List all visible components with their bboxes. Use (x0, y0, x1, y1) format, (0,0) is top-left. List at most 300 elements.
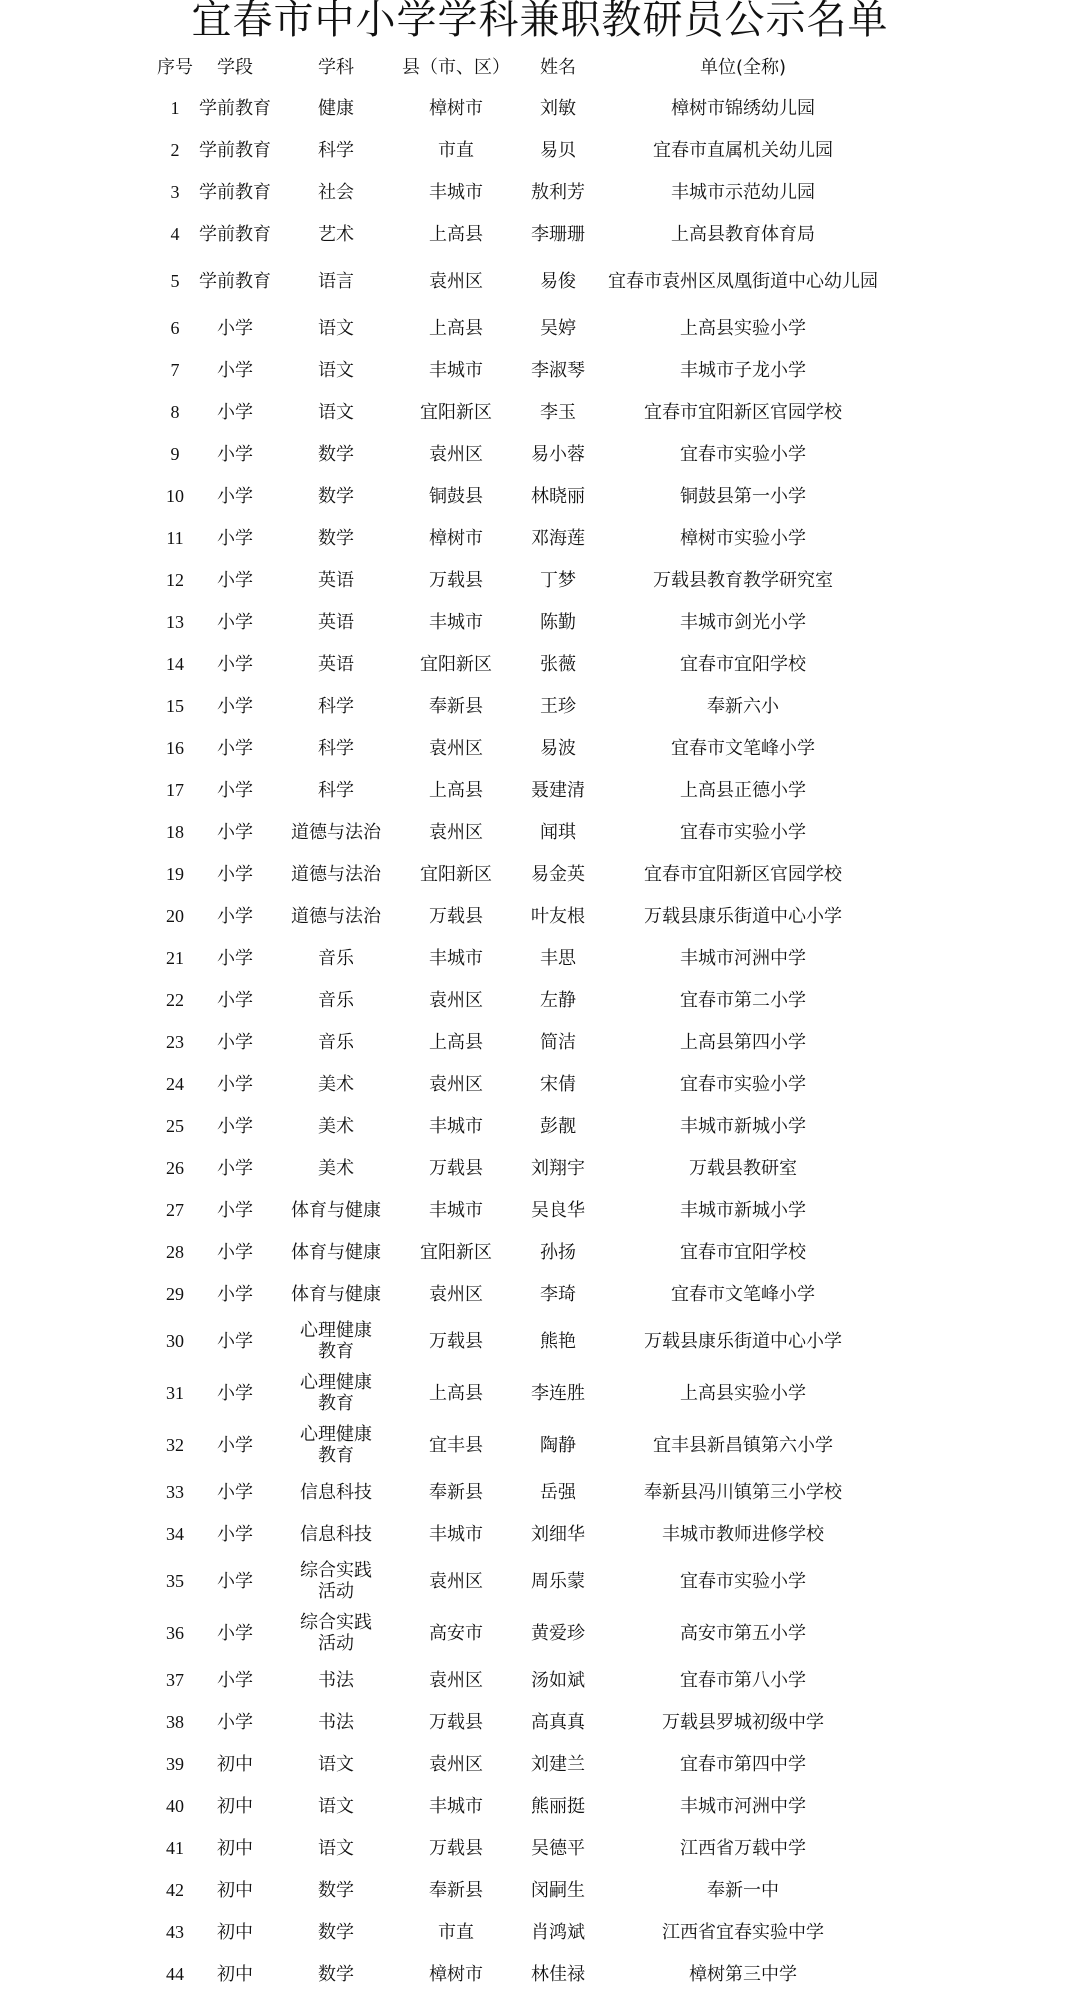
cell-subject: 体育与健康 (291, 1199, 381, 1221)
cell-county: 市直 (438, 1921, 474, 1943)
cell-name: 易金英 (531, 863, 585, 885)
cell-county: 铜鼓县 (429, 485, 483, 507)
cell-unit: 上高县教育体育局 (671, 223, 815, 245)
cell-subject: 美术 (318, 1157, 354, 1179)
cell-name: 左静 (540, 989, 576, 1011)
cell-no: 25 (166, 1115, 184, 1136)
table-row (155, 937, 885, 979)
table-row (155, 685, 885, 727)
table-row (155, 643, 885, 685)
cell-county: 万载县 (429, 1330, 483, 1352)
cell-subject: 社会 (318, 181, 354, 203)
cell-no: 3 (170, 181, 180, 202)
header-name: 姓名 (540, 56, 576, 78)
cell-stage: 小学 (217, 737, 253, 759)
cell-subject: 语文 (318, 317, 354, 339)
cell-unit: 上高县正德小学 (680, 779, 806, 801)
cell-county: 上高县 (429, 317, 483, 339)
table-row (155, 1911, 885, 1953)
cell-county: 宜阳新区 (420, 863, 492, 885)
table-row (155, 1367, 885, 1419)
table-row (155, 895, 885, 937)
cell-county: 奉新县 (429, 1879, 483, 1901)
cell-subject: 艺术 (318, 223, 354, 245)
cell-name: 林晓丽 (531, 485, 585, 507)
cell-subject: 信息科技 (300, 1523, 372, 1545)
cell-name: 易小蓉 (531, 443, 585, 465)
cell-no: 37 (166, 1669, 184, 1690)
cell-county: 万载县 (429, 1837, 483, 1859)
table-body (155, 87, 885, 1995)
cell-county: 樟树市 (429, 97, 483, 119)
cell-stage: 小学 (217, 317, 253, 339)
cell-stage: 学前教育 (199, 223, 271, 245)
cell-county: 丰城市 (429, 1523, 483, 1545)
cell-no: 16 (166, 737, 184, 758)
table-row (155, 1147, 885, 1189)
cell-unit: 江西省宜春实验中学 (662, 1921, 824, 1943)
cell-no: 34 (166, 1523, 184, 1544)
cell-name: 孙扬 (540, 1241, 576, 1263)
cell-unit: 宜春市实验小学 (680, 821, 806, 843)
cell-subject: 书法 (318, 1669, 354, 1691)
cell-unit: 宜春市文笔峰小学 (671, 737, 815, 759)
cell-subject: 语文 (318, 1837, 354, 1859)
cell-name: 宋倩 (540, 1073, 576, 1095)
cell-stage: 小学 (217, 1073, 253, 1095)
cell-subject: 数学 (318, 485, 354, 507)
table-row (155, 433, 885, 475)
cell-unit: 宜丰县新昌镇第六小学 (653, 1434, 833, 1456)
cell-stage: 小学 (217, 905, 253, 927)
cell-county: 宜阳新区 (420, 1241, 492, 1263)
cell-subject: 综合实践 活动 (300, 1612, 372, 1654)
cell-stage: 小学 (217, 401, 253, 423)
table-row (155, 213, 885, 255)
cell-stage: 小学 (217, 1669, 253, 1691)
cell-county: 宜丰县 (429, 1434, 483, 1456)
cell-county: 樟树市 (429, 1963, 483, 1985)
cell-county: 袁州区 (429, 821, 483, 843)
cell-name: 陈勤 (540, 611, 576, 633)
cell-county: 万载县 (429, 569, 483, 591)
cell-no: 10 (166, 485, 184, 506)
table-row (155, 1063, 885, 1105)
cell-subject: 书法 (318, 1711, 354, 1733)
cell-name: 高真真 (531, 1711, 585, 1733)
table-row (155, 1231, 885, 1273)
cell-no: 1 (170, 97, 180, 118)
table-row (155, 1869, 885, 1911)
cell-stage: 初中 (217, 1963, 253, 1985)
cell-name: 邓海莲 (531, 527, 585, 549)
cell-county: 丰城市 (429, 611, 483, 633)
cell-stage: 小学 (217, 485, 253, 507)
cell-name: 熊艳 (540, 1330, 576, 1352)
cell-no: 9 (170, 443, 180, 464)
cell-name: 易波 (540, 737, 576, 759)
cell-name: 李淑琴 (531, 359, 585, 381)
cell-stage: 学前教育 (199, 181, 271, 203)
cell-no: 15 (166, 695, 184, 716)
cell-county: 袁州区 (429, 1073, 483, 1095)
cell-unit: 奉新县冯川镇第三小学校 (644, 1481, 842, 1503)
cell-stage: 初中 (217, 1921, 253, 1943)
table-row (155, 1827, 885, 1869)
cell-name: 李玉 (540, 401, 576, 423)
cell-stage: 小学 (217, 1523, 253, 1545)
cell-no: 4 (170, 223, 180, 244)
cell-county: 高安市 (429, 1622, 483, 1644)
cell-subject: 科学 (318, 737, 354, 759)
cell-unit: 奉新一中 (707, 1879, 779, 1901)
cell-county: 丰城市 (429, 181, 483, 203)
cell-stage: 小学 (217, 1434, 253, 1456)
cell-no: 42 (166, 1879, 184, 1900)
cell-unit: 宜春市宜阳学校 (680, 653, 806, 675)
cell-unit: 樟树市锦绣幼儿园 (671, 97, 815, 119)
cell-unit: 宜春市文笔峰小学 (671, 1283, 815, 1305)
roster-table (155, 47, 885, 1995)
cell-unit: 万载县教研室 (689, 1157, 797, 1179)
cell-name: 彭靓 (540, 1115, 576, 1137)
cell-unit: 宜春市第八小学 (680, 1669, 806, 1691)
cell-no: 36 (166, 1622, 184, 1643)
cell-name: 岳强 (540, 1481, 576, 1503)
cell-stage: 初中 (217, 1879, 253, 1901)
cell-stage: 小学 (217, 443, 253, 465)
cell-name: 吴德平 (531, 1837, 585, 1859)
cell-no: 6 (170, 317, 180, 338)
cell-no: 35 (166, 1570, 184, 1591)
table-row (155, 1513, 885, 1555)
cell-no: 29 (166, 1283, 184, 1304)
cell-no: 31 (166, 1382, 184, 1403)
cell-no: 43 (166, 1921, 184, 1942)
cell-no: 5 (170, 270, 180, 291)
cell-unit: 宜春市宜阳新区官园学校 (644, 401, 842, 423)
cell-subject: 数学 (318, 443, 354, 465)
cell-no: 44 (166, 1963, 184, 1984)
cell-stage: 小学 (217, 611, 253, 633)
cell-subject: 体育与健康 (291, 1241, 381, 1263)
cell-unit: 宜春市宜阳新区官园学校 (644, 863, 842, 885)
cell-stage: 初中 (217, 1753, 253, 1775)
table-row (155, 255, 885, 307)
cell-subject: 英语 (318, 611, 354, 633)
cell-subject: 数学 (318, 527, 354, 549)
cell-stage: 小学 (217, 1283, 253, 1305)
cell-stage: 小学 (217, 1157, 253, 1179)
cell-unit: 宜春市实验小学 (680, 443, 806, 465)
cell-name: 简洁 (540, 1031, 576, 1053)
cell-no: 12 (166, 569, 184, 590)
cell-no: 30 (166, 1330, 184, 1351)
cell-county: 万载县 (429, 1711, 483, 1733)
table-row (155, 1607, 885, 1659)
cell-county: 上高县 (429, 1382, 483, 1404)
cell-county: 丰城市 (429, 359, 483, 381)
cell-county: 市直 (438, 139, 474, 161)
cell-stage: 小学 (217, 989, 253, 1011)
cell-no: 27 (166, 1199, 184, 1220)
cell-no: 18 (166, 821, 184, 842)
table-row (155, 307, 885, 349)
cell-subject: 美术 (318, 1115, 354, 1137)
cell-unit: 丰城市河洲中学 (680, 947, 806, 969)
cell-unit: 奉新六小 (707, 695, 779, 717)
cell-subject: 科学 (318, 695, 354, 717)
cell-name: 聂建清 (531, 779, 585, 801)
table-row (155, 1189, 885, 1231)
table-row (155, 391, 885, 433)
cell-subject: 健康 (318, 97, 354, 119)
cell-subject: 科学 (318, 139, 354, 161)
cell-subject: 语文 (318, 1795, 354, 1817)
cell-name: 丁梦 (540, 569, 576, 591)
cell-stage: 小学 (217, 1115, 253, 1137)
cell-name: 黄爱珍 (531, 1622, 585, 1644)
table-row (155, 1021, 885, 1063)
cell-name: 吴婷 (540, 317, 576, 339)
cell-name: 闻琪 (540, 821, 576, 843)
cell-county: 丰城市 (429, 1199, 483, 1221)
cell-subject: 音乐 (318, 1031, 354, 1053)
cell-name: 林佳禄 (531, 1963, 585, 1985)
table-row (155, 1419, 885, 1471)
cell-subject: 道德与法治 (291, 863, 381, 885)
cell-name: 易贝 (540, 139, 576, 161)
cell-no: 32 (166, 1434, 184, 1455)
cell-unit: 丰城市教师进修学校 (662, 1523, 824, 1545)
cell-name: 刘翔宇 (531, 1157, 585, 1179)
cell-subject: 心理健康 教育 (300, 1372, 372, 1414)
cell-subject: 美术 (318, 1073, 354, 1095)
cell-unit: 宜春市第二小学 (680, 989, 806, 1011)
cell-name: 刘细华 (531, 1523, 585, 1545)
cell-subject: 数学 (318, 1921, 354, 1943)
cell-no: 40 (166, 1795, 184, 1816)
cell-no: 41 (166, 1837, 184, 1858)
cell-subject: 音乐 (318, 989, 354, 1011)
cell-no: 39 (166, 1753, 184, 1774)
cell-subject: 音乐 (318, 947, 354, 969)
cell-no: 23 (166, 1031, 184, 1052)
cell-stage: 小学 (217, 1199, 253, 1221)
cell-subject: 科学 (318, 779, 354, 801)
table-row (155, 811, 885, 853)
cell-county: 奉新县 (429, 695, 483, 717)
cell-stage: 学前教育 (199, 97, 271, 119)
cell-county: 袁州区 (429, 737, 483, 759)
cell-unit: 丰城市子龙小学 (680, 359, 806, 381)
cell-unit: 宜春市袁州区凤凰街道中心幼儿园 (608, 270, 878, 292)
cell-unit: 万载县康乐街道中心小学 (644, 1330, 842, 1352)
cell-subject: 语文 (318, 359, 354, 381)
cell-name: 汤如斌 (531, 1669, 585, 1691)
cell-name: 敖利芳 (531, 181, 585, 203)
cell-unit: 丰城市示范幼儿园 (671, 181, 815, 203)
cell-county: 袁州区 (429, 1283, 483, 1305)
table-row (155, 1701, 885, 1743)
cell-unit: 万载县罗城初级中学 (662, 1711, 824, 1733)
cell-name: 李连胜 (531, 1382, 585, 1404)
table-row (155, 1743, 885, 1785)
header-county: 县（市、区） (402, 56, 510, 78)
cell-no: 14 (166, 653, 184, 674)
table-row (155, 1471, 885, 1513)
cell-county: 袁州区 (429, 1753, 483, 1775)
cell-county: 上高县 (429, 1031, 483, 1053)
cell-stage: 小学 (217, 1711, 253, 1733)
cell-unit: 丰城市新城小学 (680, 1115, 806, 1137)
cell-subject: 语言 (318, 270, 354, 292)
cell-no: 8 (170, 401, 180, 422)
cell-name: 陶静 (540, 1434, 576, 1456)
cell-county: 袁州区 (429, 989, 483, 1011)
cell-stage: 小学 (217, 1031, 253, 1053)
cell-stage: 小学 (217, 1481, 253, 1503)
table-row (155, 769, 885, 811)
table-row (155, 979, 885, 1021)
table-row (155, 349, 885, 391)
cell-name: 李珊珊 (531, 223, 585, 245)
cell-county: 万载县 (429, 1157, 483, 1179)
cell-no: 33 (166, 1481, 184, 1502)
cell-county: 袁州区 (429, 1570, 483, 1592)
cell-county: 宜阳新区 (420, 401, 492, 423)
cell-stage: 小学 (217, 527, 253, 549)
cell-subject: 综合实践 活动 (300, 1560, 372, 1602)
cell-unit: 樟树第三中学 (689, 1963, 797, 1985)
cell-stage: 小学 (217, 1382, 253, 1404)
table-row (155, 475, 885, 517)
cell-subject: 数学 (318, 1963, 354, 1985)
cell-no: 13 (166, 611, 184, 632)
cell-unit: 宜春市第四中学 (680, 1753, 806, 1775)
cell-stage: 小学 (217, 1330, 253, 1352)
cell-unit: 上高县第四小学 (680, 1031, 806, 1053)
cell-stage: 小学 (217, 947, 253, 969)
cell-no: 19 (166, 863, 184, 884)
page-title: 宜春市中小学学科兼职教研员公示名单 (191, 0, 889, 43)
cell-name: 肖鸿斌 (531, 1921, 585, 1943)
cell-stage: 小学 (217, 863, 253, 885)
cell-subject: 语文 (318, 401, 354, 423)
cell-name: 张薇 (540, 653, 576, 675)
cell-stage: 小学 (217, 653, 253, 675)
cell-county: 万载县 (429, 905, 483, 927)
cell-name: 丰思 (540, 947, 576, 969)
header-stage: 学段 (217, 56, 253, 78)
cell-unit: 高安市第五小学 (680, 1622, 806, 1644)
cell-county: 樟树市 (429, 527, 483, 549)
cell-subject: 心理健康 教育 (300, 1320, 372, 1362)
cell-name: 闵嗣生 (531, 1879, 585, 1901)
cell-county: 上高县 (429, 223, 483, 245)
table-row (155, 1273, 885, 1315)
table-row (155, 1315, 885, 1367)
cell-unit: 江西省万载中学 (680, 1837, 806, 1859)
table-row (155, 1659, 885, 1701)
cell-county: 丰城市 (429, 1795, 483, 1817)
header-no: 序号 (157, 56, 193, 78)
cell-no: 7 (170, 359, 180, 380)
cell-subject: 信息科技 (300, 1481, 372, 1503)
header-unit: 单位(全称) (699, 56, 787, 78)
cell-subject: 道德与法治 (291, 905, 381, 927)
cell-subject: 体育与健康 (291, 1283, 381, 1305)
cell-name: 熊丽挺 (531, 1795, 585, 1817)
cell-no: 11 (166, 527, 184, 548)
cell-unit: 铜鼓县第一小学 (680, 485, 806, 507)
cell-county: 丰城市 (429, 1115, 483, 1137)
cell-unit: 宜春市直属机关幼儿园 (653, 139, 833, 161)
cell-county: 袁州区 (429, 270, 483, 292)
cell-no: 17 (166, 779, 184, 800)
cell-county: 丰城市 (429, 947, 483, 969)
cell-stage: 小学 (217, 695, 253, 717)
cell-unit: 万载县康乐街道中心小学 (644, 905, 842, 927)
header-subject: 学科 (318, 56, 354, 78)
table-row (155, 129, 885, 171)
cell-name: 刘敏 (540, 97, 576, 119)
cell-stage: 小学 (217, 359, 253, 381)
cell-no: 38 (166, 1711, 184, 1732)
cell-name: 吴良华 (531, 1199, 585, 1221)
table-row (155, 1105, 885, 1147)
cell-no: 26 (166, 1157, 184, 1178)
cell-name: 王珍 (540, 695, 576, 717)
cell-subject: 道德与法治 (291, 821, 381, 843)
cell-stage: 初中 (217, 1795, 253, 1817)
cell-unit: 丰城市新城小学 (680, 1199, 806, 1221)
cell-name: 叶友根 (531, 905, 585, 927)
table-row (155, 853, 885, 895)
cell-stage: 小学 (217, 1570, 253, 1592)
cell-unit: 万载县教育教学研究室 (653, 569, 833, 591)
cell-subject: 语文 (318, 1753, 354, 1775)
cell-unit: 上高县实验小学 (680, 1382, 806, 1404)
cell-stage: 小学 (217, 821, 253, 843)
cell-county: 上高县 (429, 779, 483, 801)
cell-unit: 宜春市实验小学 (680, 1073, 806, 1095)
table-row (155, 1785, 885, 1827)
table-header-row (155, 47, 885, 87)
cell-unit: 丰城市剑光小学 (680, 611, 806, 633)
cell-no: 2 (170, 139, 180, 160)
table-row (155, 171, 885, 213)
cell-subject: 数学 (318, 1879, 354, 1901)
cell-unit: 丰城市河洲中学 (680, 1795, 806, 1817)
cell-no: 21 (166, 947, 184, 968)
cell-no: 24 (166, 1073, 184, 1094)
cell-stage: 学前教育 (199, 139, 271, 161)
cell-name: 周乐蒙 (531, 1570, 585, 1592)
table-row (155, 601, 885, 643)
cell-subject: 英语 (318, 569, 354, 591)
cell-stage: 学前教育 (199, 270, 271, 292)
cell-unit: 上高县实验小学 (680, 317, 806, 339)
table-row (155, 1953, 885, 1995)
cell-no: 28 (166, 1241, 184, 1262)
cell-stage: 小学 (217, 1622, 253, 1644)
cell-stage: 小学 (217, 569, 253, 591)
cell-county: 奉新县 (429, 1481, 483, 1503)
cell-name: 刘建兰 (531, 1753, 585, 1775)
cell-county: 袁州区 (429, 443, 483, 465)
table-row (155, 1555, 885, 1607)
